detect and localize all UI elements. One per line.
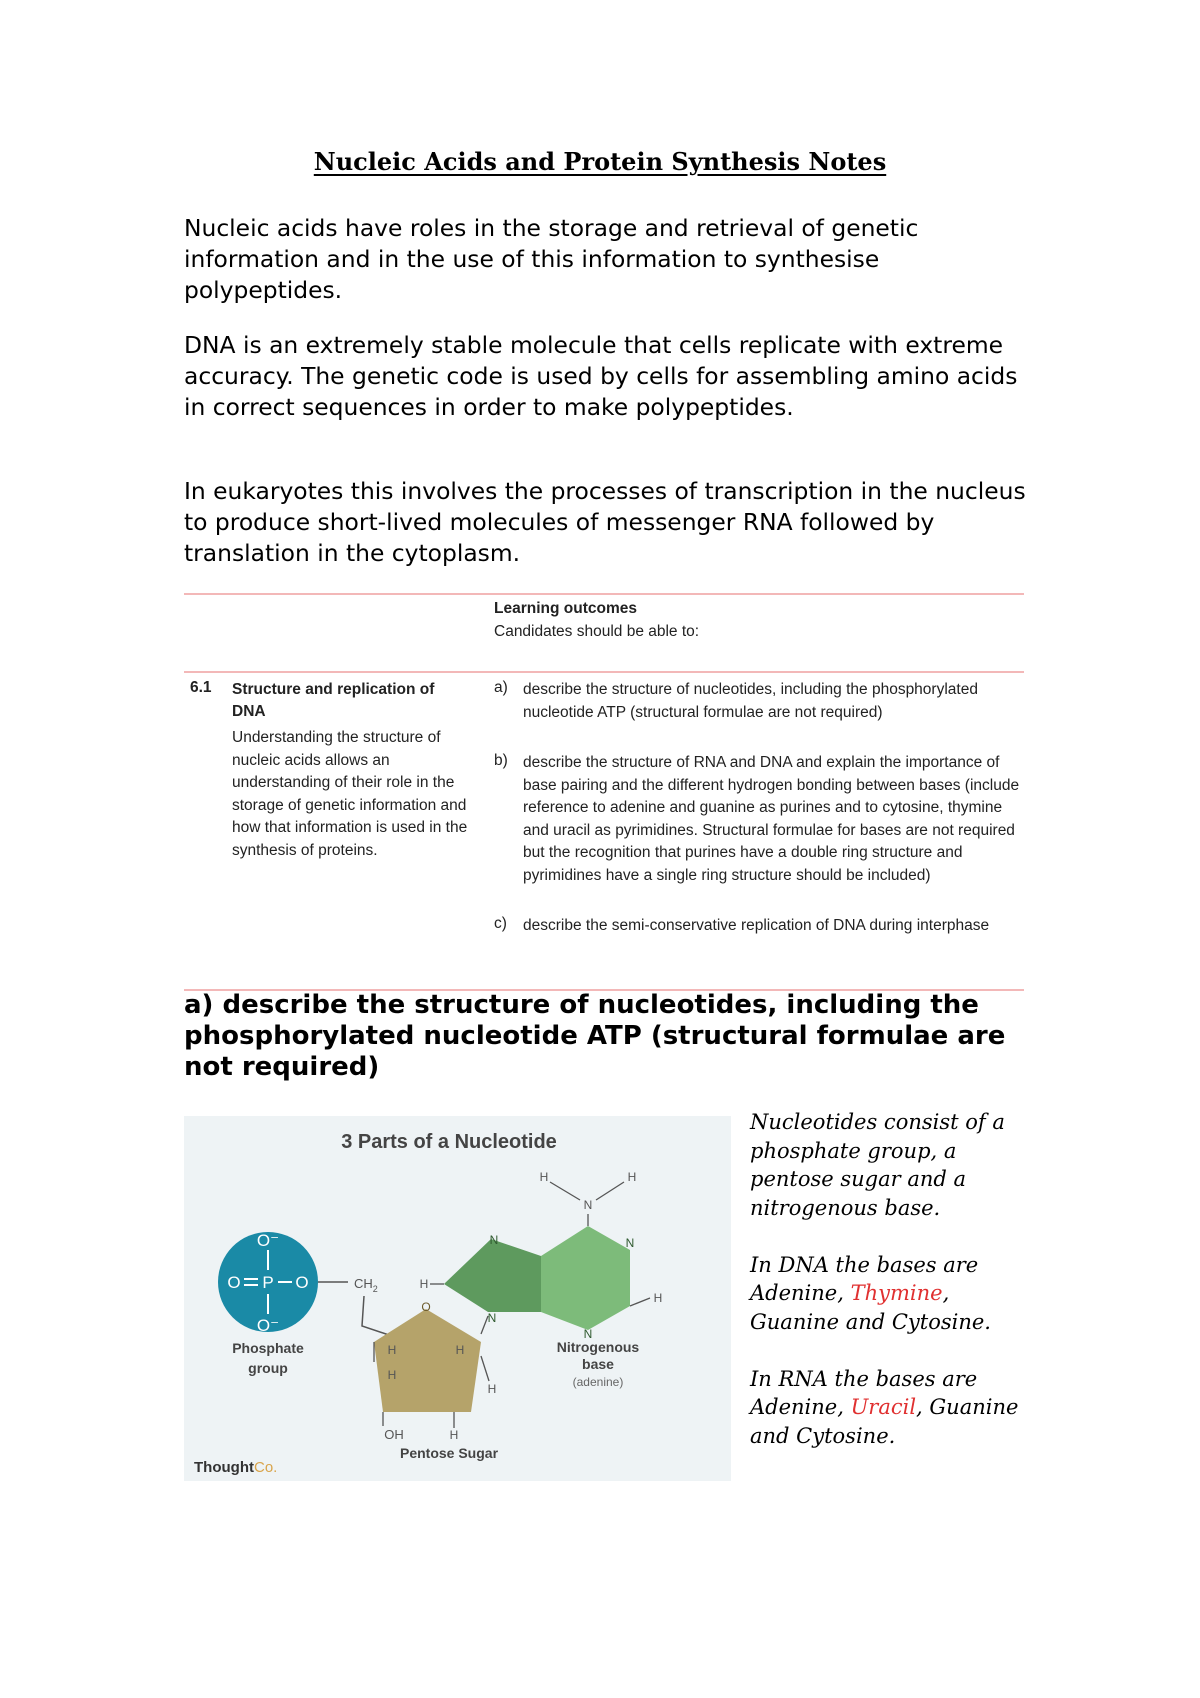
brand-logo: ThoughtCo. xyxy=(194,1459,278,1476)
sugar-label: Pentose Sugar xyxy=(399,1445,499,1461)
side-note-nucleotides: Nucleotides consist of a phosphate group, a pentose sugar and a nitrogenous base. xyxy=(750,1110,1005,1220)
atom-n-amine: N xyxy=(583,1198,593,1212)
atom-p: P xyxy=(262,1273,274,1292)
learning-outcomes-table xyxy=(184,593,1024,991)
atom-h-5: H xyxy=(449,1428,459,1442)
table-rule-top xyxy=(184,593,1024,595)
side-notes xyxy=(750,1108,1040,1479)
table-subheader: Candidates should be able to: xyxy=(494,623,700,640)
atom-n-3: N xyxy=(625,1236,635,1250)
base-ring-large xyxy=(541,1226,630,1330)
outcome-label-a: a) xyxy=(494,679,508,696)
atom-h-7: H xyxy=(627,1170,637,1184)
atom-n-2: N xyxy=(487,1311,497,1325)
phosphate-label-1: Phosphate xyxy=(232,1340,304,1356)
outcome-label-c: c) xyxy=(494,915,507,932)
base-label-1: Nitrogenous xyxy=(556,1339,640,1355)
side-note-rna-bases: In RNA the bases are Adenine, Uracil, Guanine and Cytosine. xyxy=(750,1366,1019,1448)
highlight-thymine: Thymine xyxy=(850,1281,943,1305)
outcome-text-c: describe the semi-conservative replication of DNA during interphase xyxy=(523,917,990,934)
atom-h-1: H xyxy=(387,1343,397,1357)
atom-h-4: H xyxy=(487,1382,497,1396)
highlight-uracil: Uracil xyxy=(850,1395,917,1419)
outcome-number: 6.1 xyxy=(190,679,212,696)
paragraph-eukaryotes: In eukaryotes this involves the processes of transcription in the nucleus to produce short-lived molecules of messenger RNA followed by translation in the cytoplasm. xyxy=(184,477,1026,567)
atom-h-3: H xyxy=(387,1368,397,1382)
outcome-label-b: b) xyxy=(494,752,508,769)
base-label-3: (adenine) xyxy=(572,1375,624,1389)
atom-o-right: O xyxy=(295,1273,309,1292)
base-ring-small xyxy=(444,1239,541,1312)
table-rule-mid xyxy=(184,671,1024,673)
paragraph-dna: DNA is an extremely stable molecule that cells replicate with extreme accuracy. The genetic code is used by cells for assembling amino acids in correct sequences in order to make polypeptides. xyxy=(184,331,1018,421)
atom-n-1: N xyxy=(489,1233,499,1247)
atom-oh: OH xyxy=(384,1427,404,1442)
outcome-topic-description: Understanding the structure of nucleic acids allows an understanding of their role in the storage of genetic information and how that information is used in the synthesis of proteins. xyxy=(232,729,468,859)
atom-h-9: H xyxy=(653,1291,663,1305)
outcome-topic: Structure and replication of DNA xyxy=(232,681,435,720)
section-heading: a) describe the structure of nucleotides, including the phosphorylated nucleotide ATP (structural formulae are not required) xyxy=(184,990,1006,1082)
atom-ch2: $CH_2$ xyxy=(354,1276,378,1294)
atom-o-left: O xyxy=(227,1273,241,1292)
pentose-sugar-shape xyxy=(374,1309,481,1412)
outcome-text-a: describe the structure of nucleotides, including the phosphorylated nucleotide ATP (structural formulae are not required) xyxy=(523,681,978,721)
base-label-2: base xyxy=(582,1356,614,1372)
atom-h-2: H xyxy=(455,1343,465,1357)
figure-title: 3 Parts of a Nucleotide xyxy=(341,1131,557,1153)
atom-sugar-o: O xyxy=(421,1300,431,1314)
paragraph-intro: Nucleic acids have roles in the storage and retrieval of genetic information and in the use of this information to synthesise polypeptides. xyxy=(184,214,919,304)
outcome-text-b: describe the structure of RNA and DNA and explain the importance of base pairing and the different hydrogen bonding between bases (include reference to adenine and guanine as purines and to cytosine, thymine and uracil as pyrimidines. Structural formulae for bases are not required but the recognition that purines have a double ring structure and pyrimidines have a single ring structure should be included) xyxy=(523,754,1020,884)
table-header: Learning outcomes xyxy=(494,600,637,617)
atom-h-8: H xyxy=(419,1277,429,1291)
atom-n-4: N xyxy=(583,1327,593,1341)
atom-o-top: O⁻ xyxy=(256,1231,280,1250)
atom-o-bottom: O⁻ xyxy=(256,1316,280,1335)
nucleotide-figure xyxy=(184,1116,731,1481)
phosphate-label-2: group xyxy=(248,1360,288,1376)
atom-h-6: H xyxy=(539,1170,549,1184)
side-note-dna-bases: In DNA the bases are Adenine, Thymine, Guanine and Cytosine. xyxy=(750,1252,991,1334)
page-title: Nucleic Acids and Protein Synthesis Notes xyxy=(313,147,887,176)
